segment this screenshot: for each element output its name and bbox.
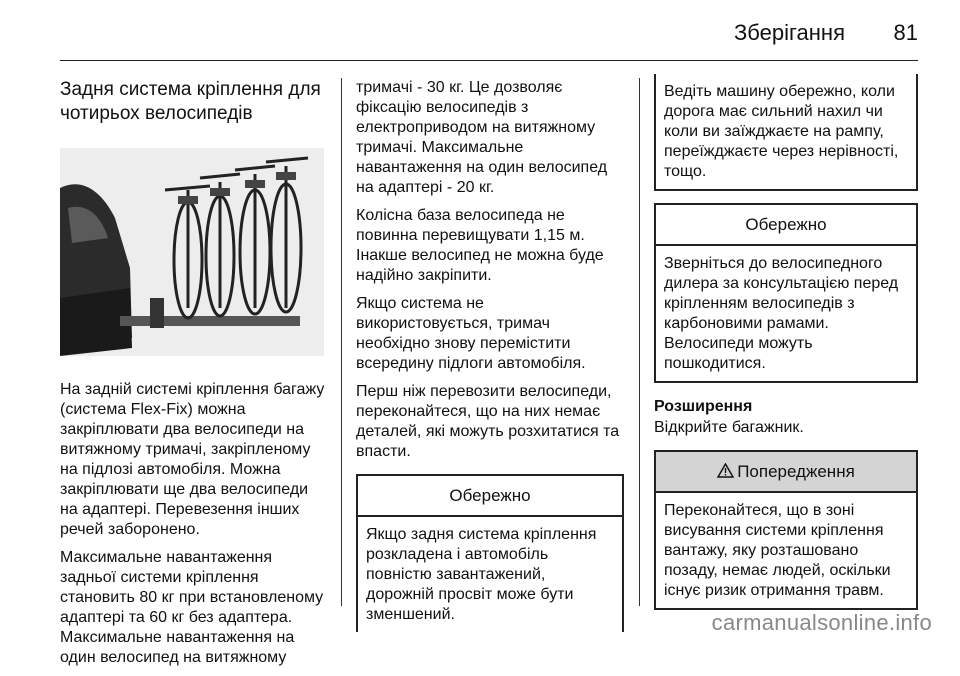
caution-title: Обережно xyxy=(358,476,622,517)
subheading: Розширення xyxy=(654,398,753,415)
paragraph: Максимальне навантаження задньої системи кріплення становить 80 кг при встановленому адаптері та 60 кг без адаптера. Максимальне навантаження на один велосипед на витяжному xyxy=(60,549,324,666)
caution-box xyxy=(356,474,624,632)
bike-carrier-illustration xyxy=(60,148,324,356)
paragraph: тримачі - 30 кг. Це дозволяє фіксацію велосипедів з електроприводом на витяжному тримачі. Максимальне навантаження на один велосипед на адаптері - 20 кг. xyxy=(356,79,608,196)
caution-box xyxy=(654,203,918,383)
paragraph: Якщо система не використовується, тримач необхідно знову перемістити всередину підлоги автомобіля. xyxy=(356,295,586,372)
running-header-title: Зберігання xyxy=(734,20,845,45)
section-heading: Задня система кріплення для чотирьох велосипедів xyxy=(60,79,321,124)
watermark: carmanualsonline.info xyxy=(711,610,932,635)
caution-continuation-box xyxy=(654,74,918,191)
column-1 xyxy=(60,78,328,676)
warning-triangle-icon xyxy=(717,463,734,478)
caution-text: Якщо задня система кріплення розкладена і автомобіль повністю завантажений, дорожній просвіт може бути зменшений. xyxy=(366,526,597,623)
caution-continuation-text: Ведіть машину обережно, коли дорога має сильний нахил чи коли ви заїжджаєте на рампу, переїжджаєте через нерівності, тощо. xyxy=(664,83,899,180)
bike-carrier-photo xyxy=(60,148,324,356)
paragraph: Колісна база велосипеда не повинна перевищувати 1,15 м. Інакше велосипед не можна буде надійно закріпити. xyxy=(356,207,604,284)
caution-text: Зверніться до велосипедного дилера за консультацією перед кріпленням велосипедів з карбоновими рамами. Велосипеди можуть пошкодитися. xyxy=(664,255,899,372)
warning-title: Попередження xyxy=(737,462,855,481)
paragraph: На задній системі кріплення багажу (система Flex-Fix) можна закріплювати два велосипеди на витяжному тримачі, закріпленому на підлозі автомобіля. Можна закріплювати ще два велосипеди на адаптері. Перевезення інших речей заборонено. xyxy=(60,381,325,538)
caution-title: Обережно xyxy=(656,205,916,246)
column-3 xyxy=(654,78,918,622)
column-divider-1 xyxy=(341,78,342,606)
warning-box xyxy=(654,450,918,610)
paragraph: Перш ніж перевозити велосипеди, переконайтеся, що на них немає деталей, які можуть розхитатися та впасти. xyxy=(356,383,620,460)
paragraph: Відкрийте багажник. xyxy=(654,419,804,436)
warning-text: Переконайтеся, що в зоні висування системи кріплення вантажу, яку розташовано позаду, немає людей, оскільки існує ризик отримання травм. xyxy=(664,502,891,599)
header-rule xyxy=(60,60,918,61)
warning-header xyxy=(656,452,916,493)
column-2 xyxy=(356,78,624,644)
column-divider-2 xyxy=(639,78,640,606)
page-number: 81 xyxy=(893,20,918,45)
